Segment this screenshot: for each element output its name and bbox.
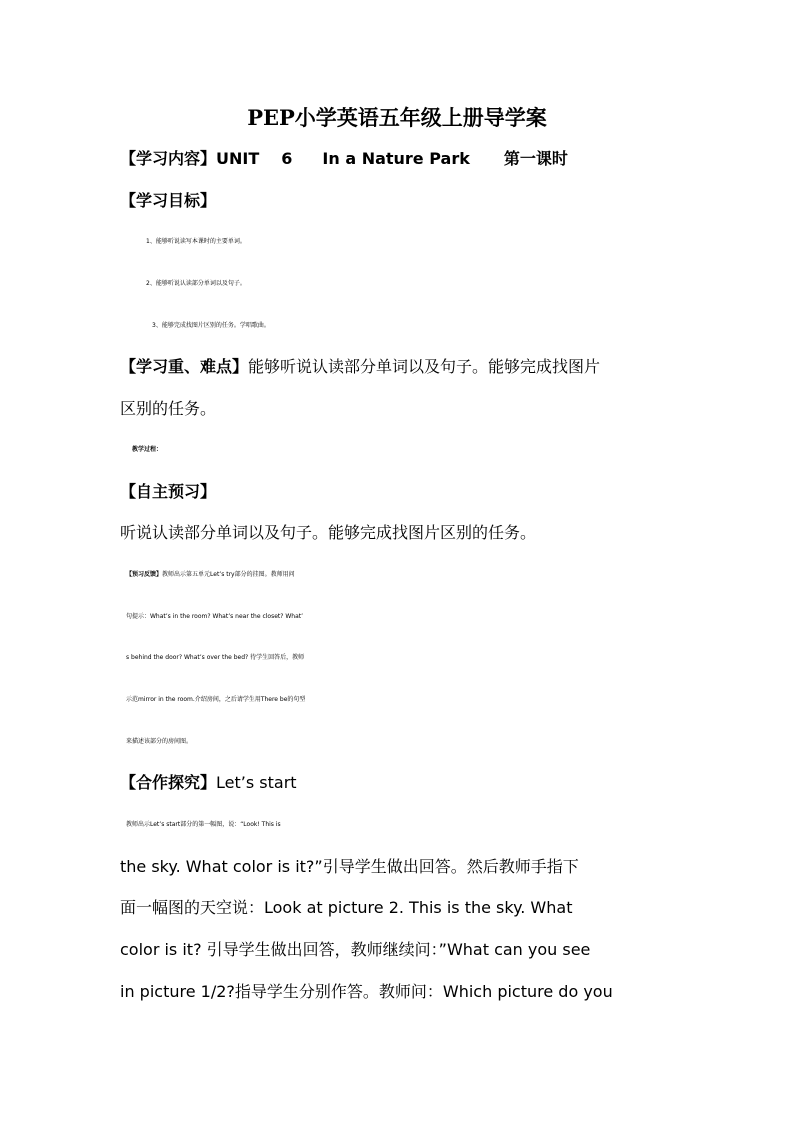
preview-feedback-line-3: s behind the door? What’s over the bed? 待学生回答后，教师 — [126, 654, 305, 661]
teaching-process-heading: 教学过程： — [132, 446, 163, 453]
study-content-line — [120, 147, 676, 171]
self-study-text: 听说认读部分单词以及句子。能够完成找图片区别的任务。 — [120, 523, 537, 542]
study-content-label: 【学习内容】 — [120, 149, 217, 168]
key-points-line — [120, 355, 676, 379]
objective-2: 2、能够听说认读部分单词以及句子。 — [146, 280, 246, 287]
preview-feedback-text: 教师出示第五单元Let’s try部分的挂图。教师用问 — [162, 571, 295, 578]
unit-number: 6 — [281, 149, 293, 168]
preview-feedback-line — [126, 563, 682, 587]
cooperation-para-line-1: 教师出示Let’s start部分的第一幅图，说：“Look! This is — [126, 821, 281, 828]
cooperation-para-line-3: 面一幅图的天空说：Look at picture 2. This is the sky. What — [120, 898, 573, 917]
key-points-continued: 区别的任务。 — [120, 399, 217, 418]
preview-feedback-label: 【预习反馈】 — [126, 571, 163, 578]
key-points-label: 【学习重、难点】 — [120, 357, 249, 376]
objectives-heading: 【学习目标】 — [120, 191, 217, 210]
self-study-heading: 【自主预习】 — [120, 482, 217, 501]
cooperation-para-line-4: color is it? 引导学生做出回答，教师继续问：”What can you see — [120, 940, 591, 959]
cooperation-label: 【合作探究】 — [120, 773, 217, 792]
unit-label: UNIT — [216, 149, 260, 168]
lesson-label: 第一课时 — [503, 149, 568, 168]
page-title: PEP小学英语五年级上册导学案 — [247, 105, 547, 130]
cooperation-line — [120, 771, 676, 795]
objective-3: 3、能够完成找图片区别的任务。学唱歌曲。 — [152, 322, 270, 329]
cooperation-text: Let’s start — [216, 773, 297, 792]
preview-feedback-line-5: 来描述该部分的房间图。 — [126, 738, 193, 745]
unit-name: In a Nature Park — [322, 149, 470, 168]
preview-feedback-line-2: 句提示：What’s in the room? What’s near the closet? What’ — [126, 613, 304, 620]
objective-1: 1、能够听说读写本课时的主要单词。 — [146, 238, 246, 245]
key-points-text: 能够听说认读部分单词以及句子。能够完成找图片 — [248, 357, 601, 376]
preview-feedback-line-4: 示范mirror in the room.介绍房间，之后请学生用There be的句型 — [126, 696, 306, 703]
cooperation-para-line-5: in picture 1/2?指导学生分别作答。教师问：Which picture do you — [120, 982, 613, 1001]
cooperation-para-line-2: the sky. What color is it?”引导学生做出回答。然后教师手指下 — [120, 857, 579, 876]
